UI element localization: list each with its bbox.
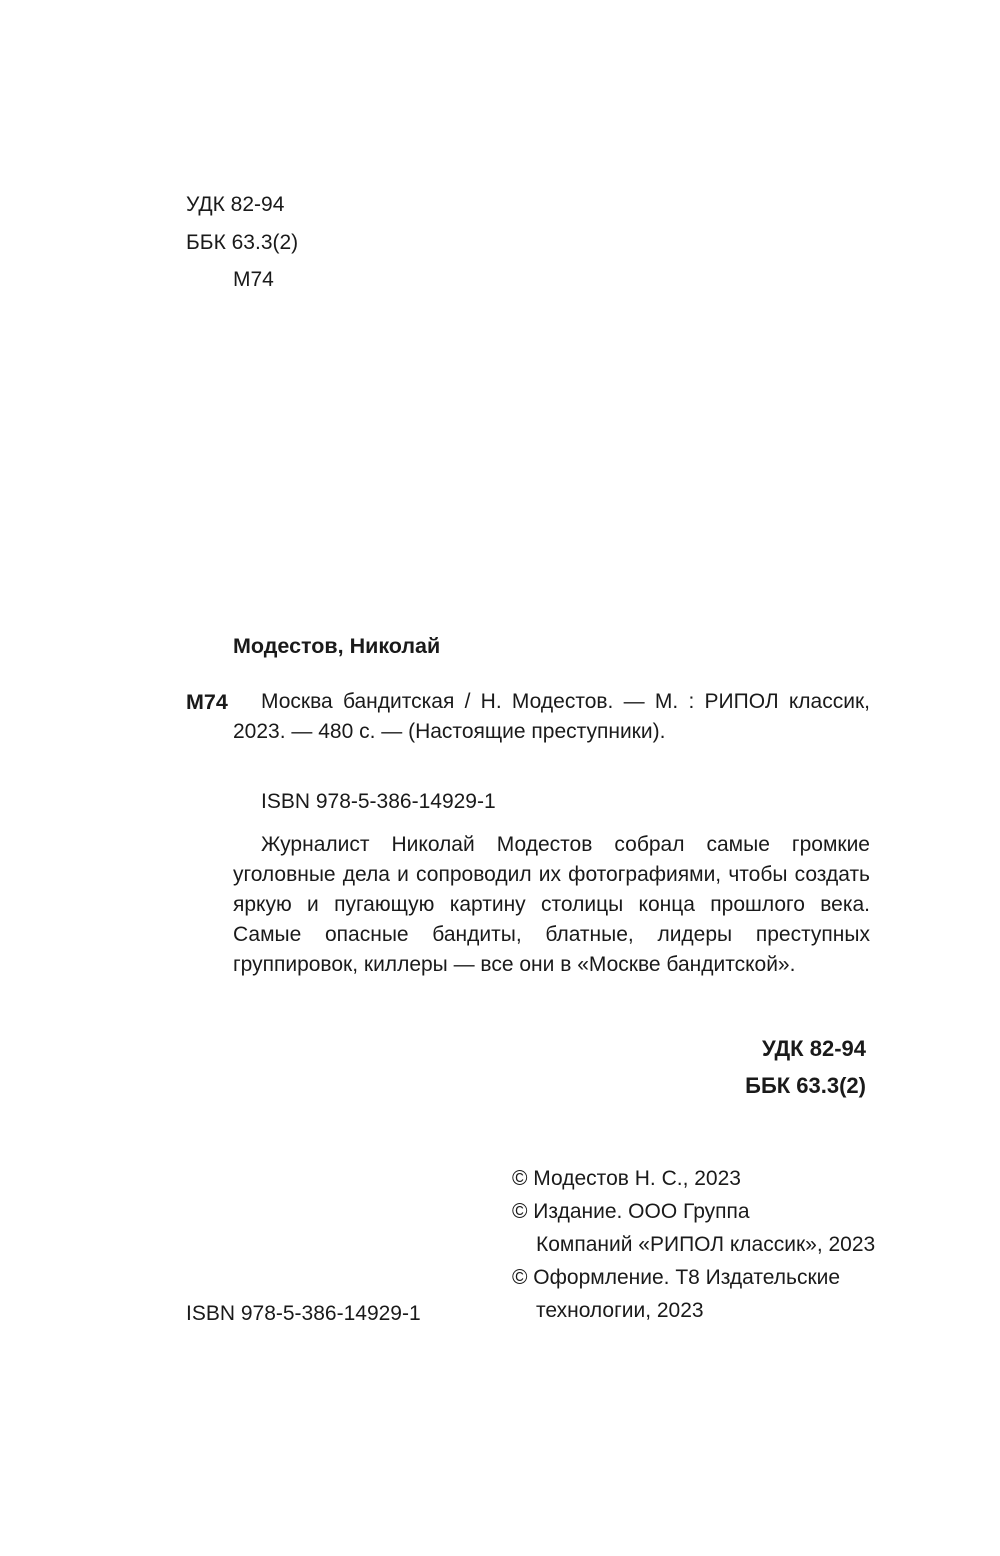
annotation: Журналист Николай Модестов собрал самые громкие уголовные дела и сопроводил их фотографиями, чтобы создать яркую и пугающую картину столицы конца прошлого века. Самые опасные бандиты, блатные, лидеры преступных группировок, киллеры — все они в «Москве бандитской». xyxy=(233,833,870,976)
copyright-edition-cont: Компаний «РИПОЛ классик», 2023 xyxy=(536,1233,876,1256)
copyright-design: © Оформление. Т8 Издательские xyxy=(512,1266,841,1289)
bibliographic-description: Москва бандитская / Н. Модестов. — М. : РИПОЛ классик, 2023. — 480 с. — (Настоящие преступники). xyxy=(233,690,870,743)
catalog-isbn: ISBN 978-5-386-14929-1 xyxy=(261,790,496,813)
copyright-block xyxy=(512,1162,875,1327)
bbk-code-bottom: ББК 63.3(2) xyxy=(745,1073,866,1098)
copyright-design-cont: технологии, 2023 xyxy=(536,1299,704,1322)
copyright-edition: © Издание. ООО Группа xyxy=(512,1200,750,1223)
author-mark-top: М74 xyxy=(233,268,274,291)
udk-code-bottom: УДК 82-94 xyxy=(761,1036,866,1061)
catalog-author-mark: М74 xyxy=(186,690,228,714)
copyright-author: © Модестов Н. С., 2023 xyxy=(512,1167,741,1190)
footer-isbn: ISBN 978-5-386-14929-1 xyxy=(186,1302,421,1325)
udk-code-top: УДК 82-94 xyxy=(186,193,285,216)
catalog-author: Модестов, Николай xyxy=(233,634,441,658)
bbk-code-top: ББК 63.3(2) xyxy=(186,231,299,254)
